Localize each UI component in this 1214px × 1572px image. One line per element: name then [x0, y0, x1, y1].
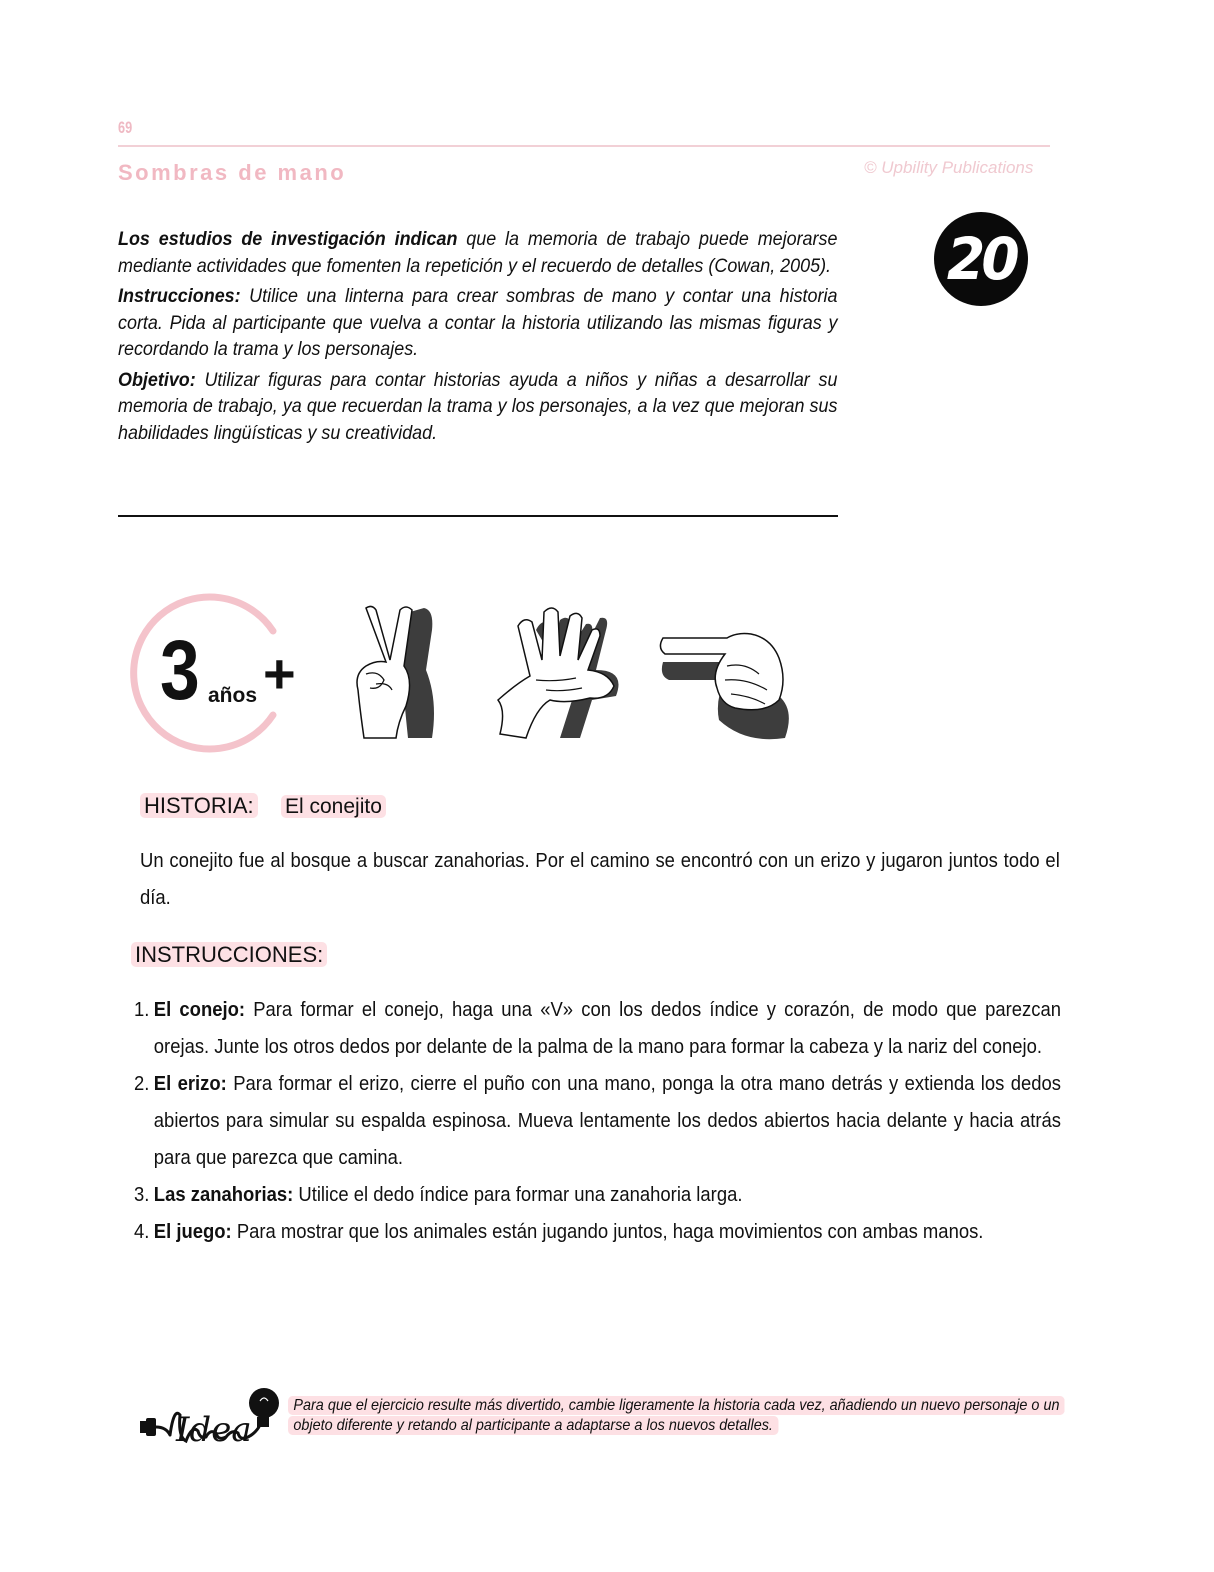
item-title: El conejo:	[153, 998, 246, 1021]
instructions-body: Utilice una linterna para crear sombras de mano y contar una historia corta. Pida al participante que vuelva a contar la historia utilizando las mismas figuras y recordando la trama y los personajes.	[118, 285, 838, 360]
intro-text	[118, 226, 837, 450]
item-number: 1.	[134, 998, 150, 1021]
story-title-text: El conejito	[281, 795, 386, 818]
research-lead: Los estudios de investigación indican	[118, 228, 458, 250]
page-number: 69	[118, 118, 133, 137]
activity-number: 20	[946, 225, 1016, 293]
instruction-item	[134, 1065, 1061, 1176]
item-number: 2.	[134, 1072, 150, 1095]
svg-text:Idea: Idea	[176, 1410, 252, 1447]
publisher-credit: © Upbility Publications	[864, 158, 1034, 177]
story-text: Un conejito fue al bosque a buscar zanahorias. Por el camino se encontró con un erizo y jugaron juntos todo el día.	[140, 849, 1060, 909]
item-text: Utilice el dedo índice para formar una zanahoria larga.	[293, 1183, 743, 1206]
instructions-paragraph	[118, 283, 837, 363]
item-number: 4.	[134, 1220, 150, 1243]
idea-tip-text: Para que el ejercicio resulte más divertido, cambie ligeramente la historia cada vez, añadiendo un nuevo personaje o un objeto diferente y retando al participante a adaptarse a los nuevos detalles.	[288, 1396, 1065, 1435]
instructions-label-text: INSTRUCCIONES:	[131, 942, 327, 967]
research-paragraph	[118, 226, 837, 279]
hedgehog-hand-shadow-icon	[496, 600, 626, 742]
research-body: que la memoria de trabajo puede mejorarse mediante actividades que fomenten la repetición y el recuerdo de detalles (Cowan, 2005).	[118, 228, 838, 277]
section-title: Sombras de mano	[118, 160, 347, 185]
age-number: 3	[160, 623, 200, 717]
idea-lightbulb-icon	[140, 1385, 285, 1447]
objective-body: Utilizar figuras para contar historias ayuda a niños y niñas a desarrollar su memoria de trabajo, ya que recuerdan la trama y los personajes, a la vez que mejoran sus habilidades lingüísticas y su creatividad.	[118, 368, 838, 444]
carrot-finger-shadow-icon	[655, 600, 795, 742]
story-label-text: HISTORIA:	[140, 793, 258, 818]
instructions-list	[134, 991, 1061, 1250]
section-divider	[118, 515, 838, 517]
instruction-item	[134, 1176, 1061, 1213]
rabbit-hand-shadow-icon	[352, 600, 444, 742]
idea-tip	[288, 1396, 1071, 1436]
objective-paragraph	[118, 367, 837, 447]
instruction-item	[134, 991, 1061, 1065]
instructions-lead: Instrucciones:	[118, 285, 241, 307]
item-text: Para formar el erizo, cierre el puño con una mano, ponga la otra mano detrás y extienda los dedos abiertos para simular su espalda espinosa. Mueva lentamente los dedos abiertos hacia delante y hacia atrás para que parezca que camina.	[153, 1072, 1062, 1169]
age-plus: +	[263, 642, 296, 705]
activity-number-badge	[934, 212, 1028, 306]
item-text: Para mostrar que los animales están jugando juntos, haga movimientos con ambas manos.	[231, 1220, 984, 1243]
instruction-item	[134, 1213, 1061, 1250]
story-label	[140, 793, 258, 819]
instructions-label	[131, 942, 327, 968]
item-title: Las zanahorias:	[153, 1183, 294, 1206]
objective-lead: Objetivo:	[118, 368, 196, 391]
item-title: El erizo:	[153, 1072, 227, 1095]
item-number: 3.	[134, 1183, 150, 1206]
header-divider	[118, 145, 1050, 147]
story-title	[281, 795, 386, 819]
item-title: El juego:	[153, 1220, 232, 1243]
age-unit: años	[208, 684, 258, 707]
item-text: Para formar el conejo, haga una «V» con los dedos índice y corazón, de modo que parezcan orejas. Junte los otros dedos por delante de la palma de la mano para formar la cabeza y la nariz del conejo.	[153, 998, 1061, 1058]
